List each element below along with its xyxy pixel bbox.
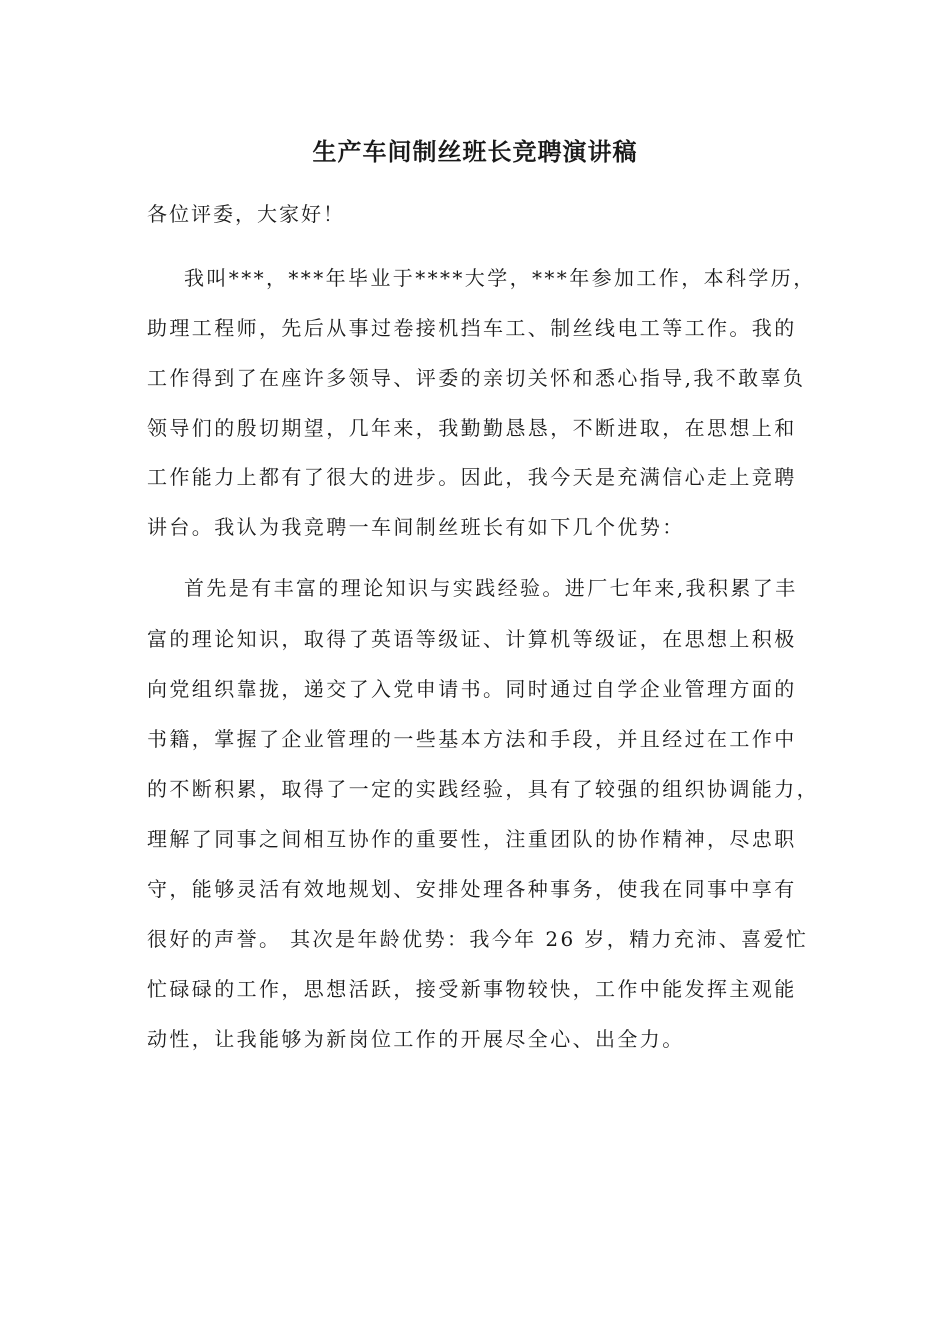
paragraph-2-line-3: 向党组织靠拢，递交了入党申请书。同时通过自学企业管理方面的 [147, 677, 797, 701]
paragraph-1-line-4: 领导们的殷切期望，几年来，我勤勤恳恳，不断进取，在思想上和 [147, 416, 797, 440]
paragraph-2-line-1: 首先是有丰富的理论知识与实践经验。进厂七年来,我积累了丰 [184, 576, 798, 600]
paragraph-2-line-7: 守，能够灵活有效地规划、安排处理各种事务，使我在同事中享有 [147, 877, 797, 901]
paragraph-1-line-2: 助理工程师，先后从事过卷接机挡车工、制丝线电工等工作。我的 [147, 316, 797, 340]
paragraph-1-line-6: 讲台。我认为我竞聘一车间制丝班长有如下几个优势： [147, 515, 685, 539]
paragraph-2-line-9: 忙碌碌的工作，思想活跃，接受新事物较快，工作中能发挥主观能 [147, 977, 797, 1001]
paragraph-2-line-4: 书籍，掌握了企业管理的一些基本方法和手段，并且经过在工作中 [147, 727, 797, 751]
paragraph-2-line-8: 很好的声誉。 其次是年龄优势：我今年 26 岁，精力充沛、喜爱忙 [147, 927, 809, 951]
paragraph-1-line-5: 工作能力上都有了很大的进步。因此，我今天是充满信心走上竞聘 [147, 465, 797, 489]
paragraph-1-line-3: 工作得到了在座许多领导、评委的亲切关怀和悉心指导,我不敢辜负 [147, 366, 806, 390]
paragraph-2-line-10: 动性，让我能够为新岗位工作的开展尽全心、出全力。 [147, 1027, 685, 1051]
paragraph-2-line-6: 理解了同事之间相互协作的重要性，注重团队的协作精神，尽忠职 [147, 827, 797, 851]
paragraph-2-line-5: 的不断积累，取得了一定的实践经验，具有了较强的组织协调能力， [147, 777, 819, 801]
paragraph-1-line-1: 我叫***，***年毕业于****大学，***年参加工作，本科学历， [184, 266, 816, 290]
greeting-line: 各位评委，大家好！ [147, 202, 345, 226]
document-title: 生产车间制丝班长竞聘演讲稿 [312, 137, 638, 166]
paragraph-2-line-2: 富的理论知识，取得了英语等级证、计算机等级证，在思想上积极 [147, 627, 797, 651]
